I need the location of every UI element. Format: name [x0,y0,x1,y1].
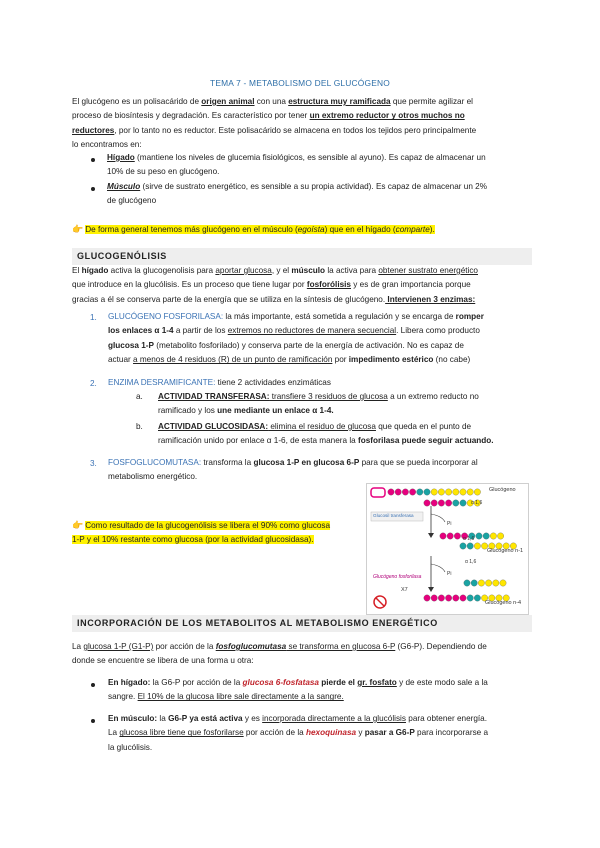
pi-arrow [431,564,445,572]
incorporacion-musculo: En músculo: la G6-P ya está activa y es incorporada directamente a la glucólisis para obtener energía. La glucosa libre tiene que fosforilarse por acción de la hexoquinasa y pasar a G6-P para incorporarse a la glucólisis. [108,714,489,752]
glycogen-degradation-figure [366,483,529,615]
glucose-residue [445,595,451,601]
list-number: 1. [90,313,97,322]
glucose-residue [445,489,451,495]
glucose-residue [474,489,480,495]
fig-pi-label: Pi [447,571,452,577]
actividad-glucosidasa: ACTIVIDAD GLUCOSIDASA: elimina el residuo de glucosa que queda en el punto de ramificación unido por enlace α 1-6, de esta manera la fosforilasa puede seguir actuando. [158,422,494,446]
glucose-residue [500,580,506,586]
fig-label-glycogen-n1: Glucógeno n-1 [487,548,524,554]
glucose-residue [431,500,437,506]
glucose-residue [476,533,482,539]
enzyme-fosfoglucomutasa: FOSFOGLUCOMUTASA: transforma la glucosa 1-P en glucosa 6-P para que se pueda incorporar al metabolismo energético. [108,458,478,482]
bullet [91,719,95,723]
glucose-residue [460,500,466,506]
glucose-residue [483,533,489,539]
bullet [91,683,95,687]
glucose-residue [453,489,459,495]
glucose-residue [460,543,466,549]
fig-enzyme-label: Glucógeno fosforilasa [373,574,422,580]
glucose-residue [460,489,466,495]
glucose-residue [497,533,503,539]
glucose-residue [464,580,470,586]
fig-transfer-label: Glucosil transferasa [373,513,414,518]
glucose-residue [424,500,430,506]
list-number: 3. [90,459,97,468]
glucose-residue [453,595,459,601]
core-protein-shape [371,488,385,497]
glucose-residue [447,533,453,539]
fig-label-glycogen: Glucógeno [489,487,516,493]
fig-x7-label: X7 [401,587,408,593]
glucose-residue [409,489,415,495]
note-glycogen-distribution: 👉 De forma general tenemos más glucógeno en el músculo (egoísta) que en el hígado (comparte). [72,222,532,237]
glucose-residue [493,580,499,586]
glucose-residue [490,533,496,539]
glucose-residue [467,543,473,549]
sub-marker: a. [136,392,143,401]
incorporacion-paragraph: La glucosa 1-P (G1-P) por acción de la fosfoglucomutasa se transforma en glucosa 6-P (G6-P). Dependiendo de donde se encuentre se libera de una forma u otra: [72,642,487,666]
glucose-residue [431,489,437,495]
fig-label-glycogen-n4: Glucógeno n-4 [485,600,522,606]
glucogenolisis-paragraph: El hígado activa la glucogenolisis para aportar glucosa, y el músculo la activa para obtener sustrato energético que introduce en la glucólisis. Es un proceso que tiene lugar por fosforólisis y es de gran importancia porque gracias a él se conserva parte de la energía que se utiliza en la síntesis de glucógeno. Intervienen 3 enzimas: [72,266,478,304]
arrow-head [428,587,434,592]
fig-pi-label: Pi [447,521,452,527]
glucose-residue [453,500,459,506]
glucose-residue [485,580,491,586]
pi-arrow [431,514,445,522]
glucose-residue [402,489,408,495]
glucose-residue [424,489,430,495]
fig-bond-label: α 1,6 [471,500,483,506]
arrow-head [428,533,434,538]
bullet [91,187,95,191]
glucose-residue [474,595,480,601]
hand-pointing-icon: 👉 [72,520,84,530]
sub-marker: b. [136,422,143,431]
enzyme-desramificante: ENZIMA DESRAMIFICANTE: tiene 2 actividades enzimáticas [108,378,331,387]
glucose-residue [445,500,451,506]
page-title: TEMA 7 - METABOLISMO DEL GLUCÓGENO [210,78,390,88]
section-heading-glucogenolisis: GLUCOGENÓLISIS [72,248,532,265]
bullet [91,158,95,162]
glucose-residue [424,595,430,601]
glucose-residue [388,489,394,495]
glucose-residue [438,595,444,601]
glucose-residue [471,580,477,586]
glucose-residue [460,595,466,601]
glucose-residue [478,580,484,586]
incorporacion-higado: En hígado: la G6-P por acción de la glucosa 6-fosfatasa pierde el gr. fosfato y de este modo sale a la sangre. El 10% de la glucosa libre sale directamente a la sangre. [108,678,488,702]
enzyme-fosforilasa: GLUCÓGENO FOSFORILASA: la más importante, está sometida a regulación y se encarga de romper los enlaces α 1-4 a partir de los extremos no reductores de manera secuencial. Libera como producto glucosa 1-P (metabolito fosforilado) y conserva parte de la energía de activación. No es capaz de actuar a menos de 4 residuos (R) de un punto de ramificación por impedimento estérico (no cabe) [108,312,484,365]
fig-bond-label: α 1,6 [463,536,475,542]
actividad-transferasa: ACTIVIDAD TRANSFERASA: transfiere 3 residuos de glucosa a un extremo reducto no ramificado y los une mediante un enlace α 1-4. [158,392,479,416]
glucose-residue [467,489,473,495]
storage-liver: Hígado (mantiene los niveles de glucemia fisiológicos, es sensible al ayuno). Es capaz de almacenar un 10% de su peso en glucógeno. [107,153,486,177]
glucose-residue [417,489,423,495]
section-heading-incorporacion: INCORPORACIÓN DE LOS METABOLITOS AL METABOLISMO ENERGÉTICO [72,615,532,632]
glucose-residue [440,533,446,539]
intro-paragraph: El glucógeno es un polisacárido de origen animal con una estructura muy ramificada que permite agilizar el proceso de biosíntesis y degradación. Es característico por tener un extremo reductor y otros muchos no reductores, por lo tanto no es reductor. Este polisacárido se almacena en todos los tejidos pero principalmente lo encontramos en: [72,97,477,150]
glucose-residue [438,489,444,495]
list-number: 2. [90,379,97,388]
glucose-residue [467,595,473,601]
glucose-residue [454,533,460,539]
glucose-residue [474,543,480,549]
hand-pointing-icon: 👉 [72,224,84,234]
glucose-residue [431,595,437,601]
glucose-residue [395,489,401,495]
fig-bond-label: α 1,6 [465,559,477,565]
glucose-residue [438,500,444,506]
storage-muscle: Músculo (sirve de sustrato energético, es sensible a su propia actividad). Es capaz de almacenar un 2% de glucógeno [107,182,488,206]
note-glucogenolisis-result: 👉 Como resultado de la glucogenólisis se libera el 90% como glucosa 1-P y el 10% restante como glucosa (por la actividad glucosidasa). [72,520,331,545]
